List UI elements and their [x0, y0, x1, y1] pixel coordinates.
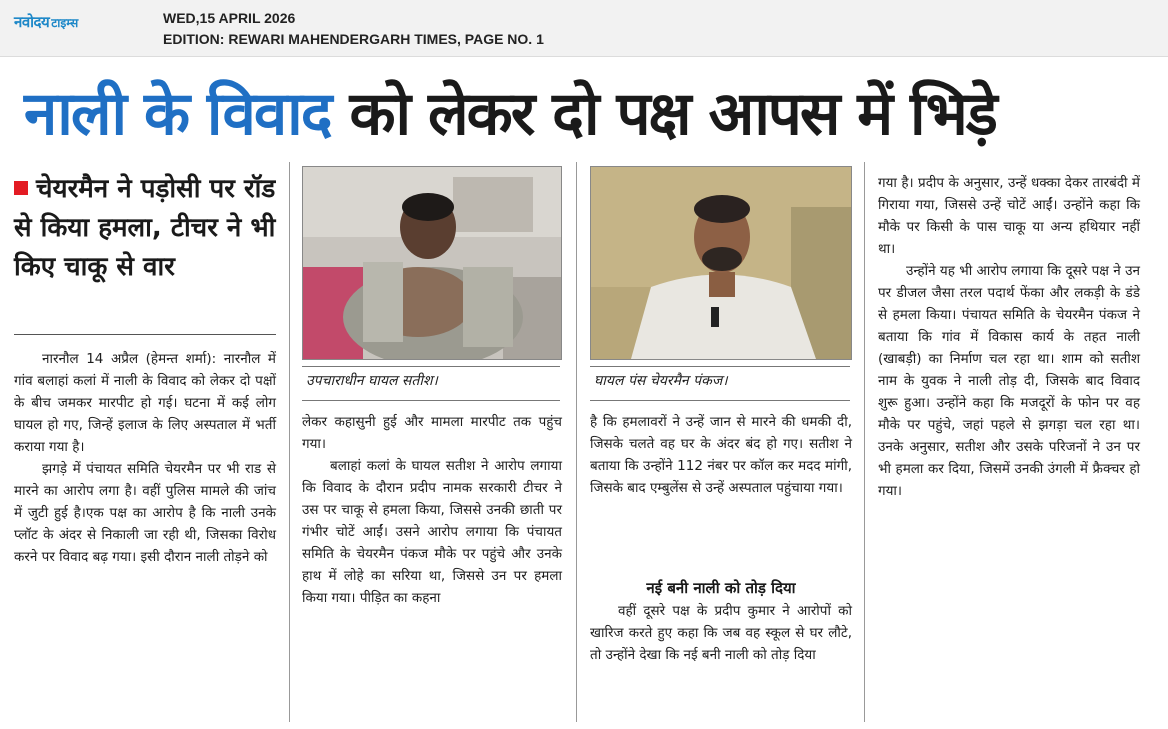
paragraph: नारनौल 14 अप्रैल (हेमन्त शर्मा): नारनौल में गांव बलाहां कलां में नाली के विवाद को लेकर दो पक्षों के बीच जमकर मारपीट हो गई। घटना में कई लोग घायल हो गए, जिन्हें इलाज के लिए अस्पताल में भर्ती कराया गया है। — [14, 351, 276, 455]
portrait-photo-illustration — [591, 167, 851, 359]
edition-info — [163, 8, 544, 50]
paragraph: वहीं दूसरे पक्ष के प्रदीप कुमार ने आरोपों को खारिज करते हुए कहा कि जब वह स्कूल से घर लौटे, तो उन्होंने देखा कि नई बनी नाली को तोड़ दिया — [590, 603, 852, 663]
headline-highlight: नाली के विवाद — [24, 79, 331, 149]
paragraph: लेकर कहासुनी हुई और मामला मारपीट तक पहुंच गया। — [302, 414, 562, 452]
photo1-caption: उपचाराधीन घायल सतीश। — [306, 373, 438, 389]
caption-top-rule — [302, 366, 560, 367]
photo-chairman-pankaj — [590, 166, 852, 360]
caption-bottom-rule — [302, 400, 560, 401]
caption-bottom-rule — [590, 400, 850, 401]
photo-injured-satish — [302, 166, 562, 360]
logo-main-text: नवोदय — [14, 13, 50, 31]
paragraph: है कि हमलावरों ने उन्हें जान से मारने की धमकी दी, जिसके चलते वह घर के अंदर बंद हो गए। सतीश ने बताया कि उन्होंने 112 नंबर पर कॉल कर मदद मांगी, जिसके बाद एम्बुलेंस से उन्हें अस्पताल पहुंचाया गया। — [590, 414, 852, 496]
article-column-3-top — [590, 411, 852, 499]
logo-sub-text: टाइम्स — [51, 16, 79, 30]
date-line: WED,15 APRIL 2026 — [163, 10, 296, 26]
newspaper-logo — [14, 12, 78, 34]
caption-top-rule — [590, 366, 850, 367]
column-divider — [864, 162, 865, 722]
article-column-1 — [14, 348, 276, 568]
article-column-4 — [878, 172, 1140, 502]
subheadline-divider — [14, 334, 276, 335]
paragraph: उन्होंने यह भी आरोप लगाया कि दूसरे पक्ष ने उन पर डीजल जैसा तरल पदार्थ फेंका और लकड़ी के डंडे से हमला किया। पंचायत समिति के चेयरमैन पंकज ने बताया कि गांव में विकास कार्य के तहत नाली (खाबड़ी) का निर्माण चल रहा था। शाम को सतीश नाम के युवक ने नाली तोड़ दी, जिसके बाद विवाद शुरू हुआ। उन्होंने कहा कि मजदूरों के फोन पर वह मौके पर पहुंचे, जहां पहले से झगड़ा चल रहा था। उनके अनुसार, सतीश और उसके परिजनों ने उन पर भी हमला कर दिया, जिसमें उनकी उंगली में फ्रैक्चर हो गया। — [878, 263, 1140, 499]
subheadline-text: चेयरमैन ने पड़ोसी पर रॉड से किया हमला, टीचर ने भी किए चाकू से वार — [14, 174, 276, 282]
article-headline — [24, 74, 1144, 154]
photo2-caption: घायल पंस चेयरमैन पंकज। — [594, 373, 728, 389]
paragraph: झगड़े में पंचायत समिति चेयरमैन पर भी राड से मारने का आरोप लगा है। वहीं पुलिस मामले की जांच में जुटी हुई है।एक पक्ष का आरोप है कि नाली उनके प्लॉट के अंदर से निकाली जा रही थी, जिसका विरोध करने पर विवाद बढ़ गया। इसी दौरान नाली तोड़ने को — [14, 461, 276, 565]
edition-line: EDITION: REWARI MAHENDERGARH TIMES, PAGE NO. 1 — [163, 31, 544, 47]
red-bullet-icon — [14, 181, 28, 195]
paragraph: बलाहां कलां के घायल सतीश ने आरोप लगाया कि विवाद के दौरान प्रदीप नामक सरकारी टीचर ने उस पर चाकू से हमला किया, जिससे उनकी छाती पर गंभीर चोटें आईं। उसने आरोप लगाया कि पंचायत समिति के चेयरमैन पंकज मौके पर पहुंचे और उनके हाथ में लोहे का सरिया था, जिससे उन पर हमला किया गया। पीड़ित का कहना — [302, 458, 562, 606]
article-column-2 — [302, 411, 562, 609]
article-subheadline — [14, 170, 276, 287]
column-divider — [576, 162, 577, 722]
article-column-3-bottom — [590, 600, 852, 666]
crosshead: नई बनी नाली को तोड़ दिया — [646, 579, 796, 597]
column-divider — [289, 162, 290, 722]
paragraph: गया है। प्रदीप के अनुसार, उन्हें धक्का देकर तारबंदी में गिराया गया, जिससे उन्हें चोटें आईं। उन्होंने कहा कि मौके पर किसी के पास चाकू या अन्य हथियार नहीं था। — [878, 175, 1140, 257]
masthead-bar — [0, 0, 1168, 57]
hospital-photo-illustration — [303, 167, 561, 359]
headline-rest: को लेकर दो पक्ष आपस में भिड़े — [330, 79, 996, 149]
